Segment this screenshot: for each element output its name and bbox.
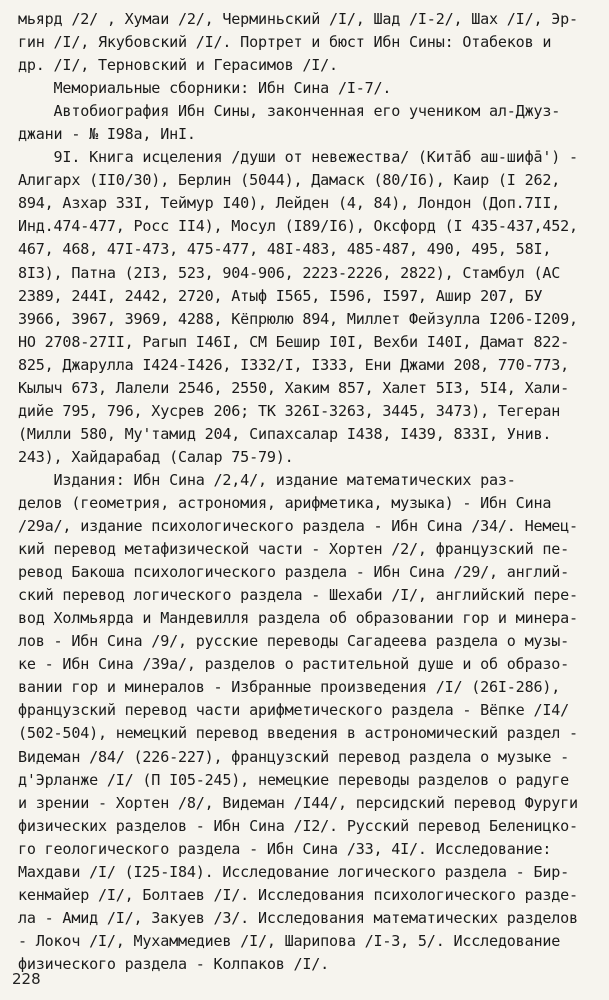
- text-line: Мемориальные сборники: Ибн Сина /I-7/.: [18, 79, 392, 98]
- text-line: гин /I/, Якубовский /I/. Портрет и бюст Ибн Сины: Отабеков и: [18, 33, 552, 52]
- text-line: вании гор и минералов - Избранные произведения /I/ (26I-286),: [18, 678, 561, 697]
- text-line: физических разделов - Ибн Сина /I2/. Русский перевод Беленицко-: [18, 816, 578, 835]
- text-line: 8I3), Патна (2I3, 523, 904-906, 2223-2226, 2822), Стамбул (АС: [18, 263, 561, 282]
- text-line: (502-504), немецкий перевод введения в астрономический раздел -: [18, 724, 578, 743]
- text-line: Издания: Ибн Сина /2,4/, издание математических раз-: [18, 470, 516, 489]
- text-line: Видеман /84/ (226-227), французский перевод раздела о музыке -: [18, 747, 570, 766]
- text-line: др. /I/, Терновский и Герасимов /I/.: [18, 56, 338, 75]
- text-line: го геологического раздела - Ибн Сина /33, 4I/. Исследование:: [18, 839, 552, 858]
- text-line: Инд.474-477, Росс II4), Мосул (I89/I6), Оксфорд (I 435-437,452,: [18, 217, 578, 236]
- text-line: 2389, 244I, 2442, 2720, Атыф I565, I596, I597, Ашир 207, БУ: [18, 286, 543, 305]
- text-line: ла - Амид /I/, Закуев /3/. Исследования математических разделов: [18, 908, 578, 927]
- text-line: 3966, 3967, 3969, 4288, Кёпрюлю 894, Миллет Фейзулла I206-I209,: [18, 309, 578, 328]
- text-line: кенмайер /I/, Болтаев /I/. Исследования психологического разде-: [18, 885, 578, 904]
- text-line: 825, Джарулла I424-I426, I332/I, I333, Ени Джами 208, 770-773,: [18, 355, 570, 374]
- text-line: Автобиография Ибн Сины, законченная его учеником ал-Джуз-: [18, 102, 561, 121]
- text-line: НО 2708-27II, Рагып I46I, СМ Бешир I0I, Вехби I40I, Дамат 822-: [18, 332, 570, 351]
- text-line: д'Эрланже /I/ (П I05-245), немецкие переводы разделов о радуге: [18, 770, 570, 789]
- text-line: - Локоч /I/, Мухаммедиев /I/, Шарипова /I-3, 5/. Исследование: [18, 931, 561, 950]
- text-line: /29а/, издание психологического раздела - Ибн Сина /34/. Немец-: [18, 517, 578, 536]
- text-line: физического раздела - Колпаков /I/.: [18, 954, 330, 973]
- text-line: и зрении - Хортен /8/, Видеман /I44/, персидский перевод Фуруги: [18, 793, 578, 812]
- text-line: французский перевод части арифметического раздела - Вёпке /I4/: [18, 701, 570, 720]
- text-line: лов - Ибн Сина /9/, русские переводы Сагадеева раздела о музы-: [18, 632, 570, 651]
- text-line: (Милли 580, Му'тамид 204, Сипахсалар I438, I439, 833I, Унив.: [18, 424, 552, 443]
- body-text: [18, 8, 598, 976]
- text-line: вод Холмьярда и Мандевилля раздела об образовании гор и минера-: [18, 609, 578, 628]
- text-line: ревод Бакоша психологического раздела - Ибн Сина /29/, англий-: [18, 563, 570, 582]
- text-line: 243), Хайдарабад (Салар 75-79).: [18, 447, 294, 466]
- text-line: делов (геометрия, астрономия, арифметика, музыка) - Ибн Сина: [18, 493, 552, 512]
- text-line: кий перевод метафизической части - Хортен /2/, французский пе-: [18, 540, 570, 559]
- text-line: Махдави /I/ (I25-I84). Исследование логического раздела - Бир-: [18, 862, 570, 881]
- text-line: мьярд /2/ , Хумаи /2/, Черминьский /I/, Шад /I-2/, Шах /I/, Эр-: [18, 10, 578, 28]
- text-line: Кылыч 673, Лалели 2546, 2550, Хаким 857, Халет 5I3, 5I4, Хали-: [18, 378, 570, 397]
- text-line: дийе 795, 796, Хусрев 206; ТК 326I-3263, 3445, 3473), Тегеран: [18, 401, 561, 420]
- text-line: 894, Азхар 33I, Теймур I40), Лейден (4, 84), Лондон (Доп.7II,: [18, 194, 561, 213]
- text-line: ке - Ибн Сина /39а/, разделов о растительной душе и об образо-: [18, 655, 570, 674]
- page-number: 228: [12, 970, 41, 988]
- text-line: 467, 468, 47I-473, 475-477, 48I-483, 485-487, 490, 495, 58I,: [18, 240, 552, 259]
- text-line: ский перевод логического раздела - Шехаби /I/, английский пере-: [18, 586, 578, 605]
- text-line: Алигарх (II0/30), Берлин (5044), Дамаск (80/I6), Каир (I 262,: [18, 171, 561, 190]
- text-line: 9I. Книга исцеления /души от невежества/ (Китāб аш-шифā') -: [18, 148, 578, 167]
- text-line: джани - № I98а, ИнI.: [18, 125, 196, 144]
